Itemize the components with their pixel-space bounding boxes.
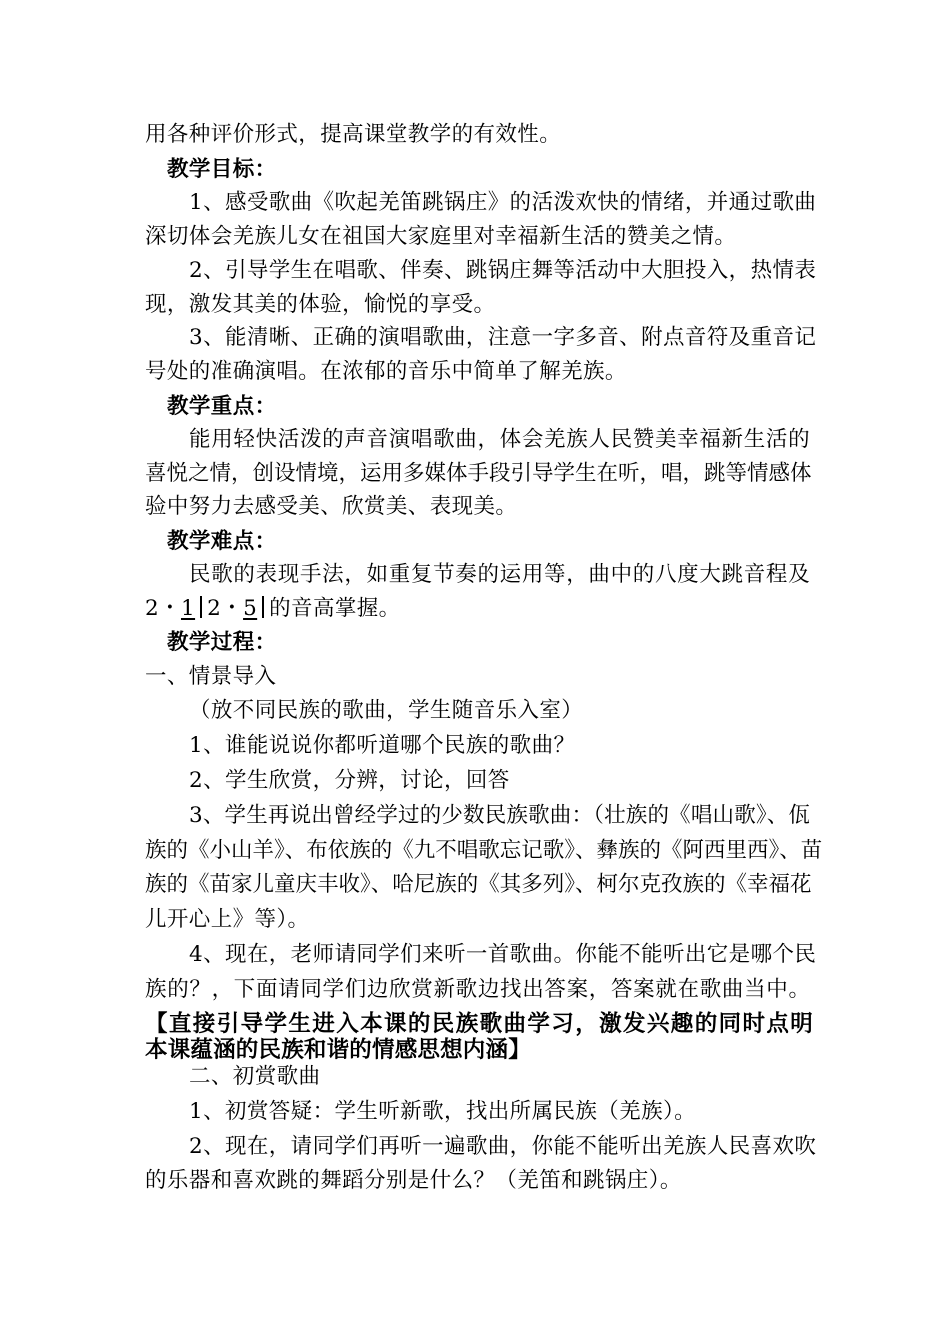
section-1-item-4-line-1: 4、现在，老师请同学们来听一首歌曲。你能不能听出它是哪个民	[189, 942, 817, 967]
section-2-item-2-line-2: 的乐器和喜欢跳的舞蹈分别是什么？（羌笛和跳锅庄）。	[145, 1168, 682, 1193]
difficulty-line-1: 民歌的表现手法，如重复节奏的运用等，曲中的八度大跳音程及	[189, 562, 810, 587]
design-note-line-1: 【直接引导学生进入本课的民族歌曲学习，激发兴趣的同时点明	[145, 1011, 813, 1037]
section-1-item-3-line-4: 儿开心上》等）。	[145, 907, 310, 932]
design-note-line-2: 本课蕴涵的民族和谐的情感思想内涵】	[145, 1037, 531, 1063]
section-1-item-3-line-2: 族的《小山羊》、布依族的《九不唱歌忘记歌》、彝族的《阿西里西》、苗	[145, 838, 823, 863]
section-1-item-3-line-3: 族的《苗家儿童庆丰收》、哈尼族的《其多列》、柯尔克孜族的《幸福花	[145, 872, 812, 897]
goal-1-line-1: 1、感受歌曲《吹起羌笛跳锅庄》的活泼欢快的情绪，并通过歌曲	[189, 190, 817, 215]
difficulty-line-2-tail: 的音高掌握。	[269, 596, 401, 621]
difficulty-line-2	[145, 594, 810, 624]
bar-line	[200, 596, 202, 618]
section-2-title: 二、初赏歌曲	[189, 1064, 321, 1089]
notation-note-2: 1	[180, 596, 196, 621]
goal-1-line-2: 深切体会羌族儿女在祖国大家庭里对幸福新生活的赞美之情。	[145, 224, 737, 249]
goal-3-line-2: 号处的准确演唱。在浓郁的音乐中简单了解羌族。	[145, 359, 627, 384]
heading-process: 教学过程：	[167, 630, 277, 655]
section-2-item-2-line-1: 2、现在，请同学们再听一遍歌曲，你能不能听出羌族人民喜欢吹	[189, 1134, 817, 1159]
bar-line	[262, 596, 264, 618]
heading-difficulties: 教学难点：	[167, 529, 277, 554]
section-1-note: （放不同民族的歌曲，学生随音乐入室）	[189, 698, 584, 723]
heading-key-points: 教学重点：	[167, 394, 277, 419]
section-1-item-4-line-2: 族的？，下面请同学们边欣赏新歌边找出答案，答案就在歌曲当中。	[145, 977, 810, 1002]
section-1-item-3-line-1: 3、学生再说出曾经学过的少数民族歌曲：（壮族的《唱山歌》、佤	[189, 803, 810, 828]
notation-note-3: 2・	[207, 596, 244, 621]
key-line-2: 喜悦之情，创设情境，运用多媒体手段引导学生在听，唱，跳等情感体	[145, 461, 812, 486]
key-line-3: 验中努力去感受美、欣赏美、表现美。	[145, 494, 518, 519]
section-1-title: 一、情景导入	[145, 664, 277, 689]
goal-2-line-1: 2、引导学生在唱歌、伴奏、跳锅庄舞等活动中大胆投入，热情表	[189, 258, 817, 283]
heading-teaching-goals: 教学目标：	[167, 157, 277, 182]
notation-note-1: 2・	[145, 596, 181, 621]
key-line-1: 能用轻快活泼的声音演唱歌曲，体会羌族人民赞美幸福新生活的	[189, 427, 810, 452]
section-1-item-1: 1、谁能说说你都听道哪个民族的歌曲？	[189, 733, 576, 758]
section-1-item-2: 2、学生欣赏，分辨，讨论，回答	[189, 768, 510, 793]
section-2-item-1: 1、初赏答疑：学生听新歌，找出所属民族（羌族）。	[189, 1099, 697, 1124]
paragraph-line: 用各种评价形式，提高课堂教学的有效性。	[145, 122, 562, 147]
goal-2-line-2: 现，激发其美的体验，愉悦的享受。	[145, 292, 496, 317]
goal-3-line-1: 3、能清晰、正确的演唱歌曲，注意一字多音、附点音符及重音记	[189, 325, 817, 350]
notation-note-4: 5	[243, 596, 258, 621]
